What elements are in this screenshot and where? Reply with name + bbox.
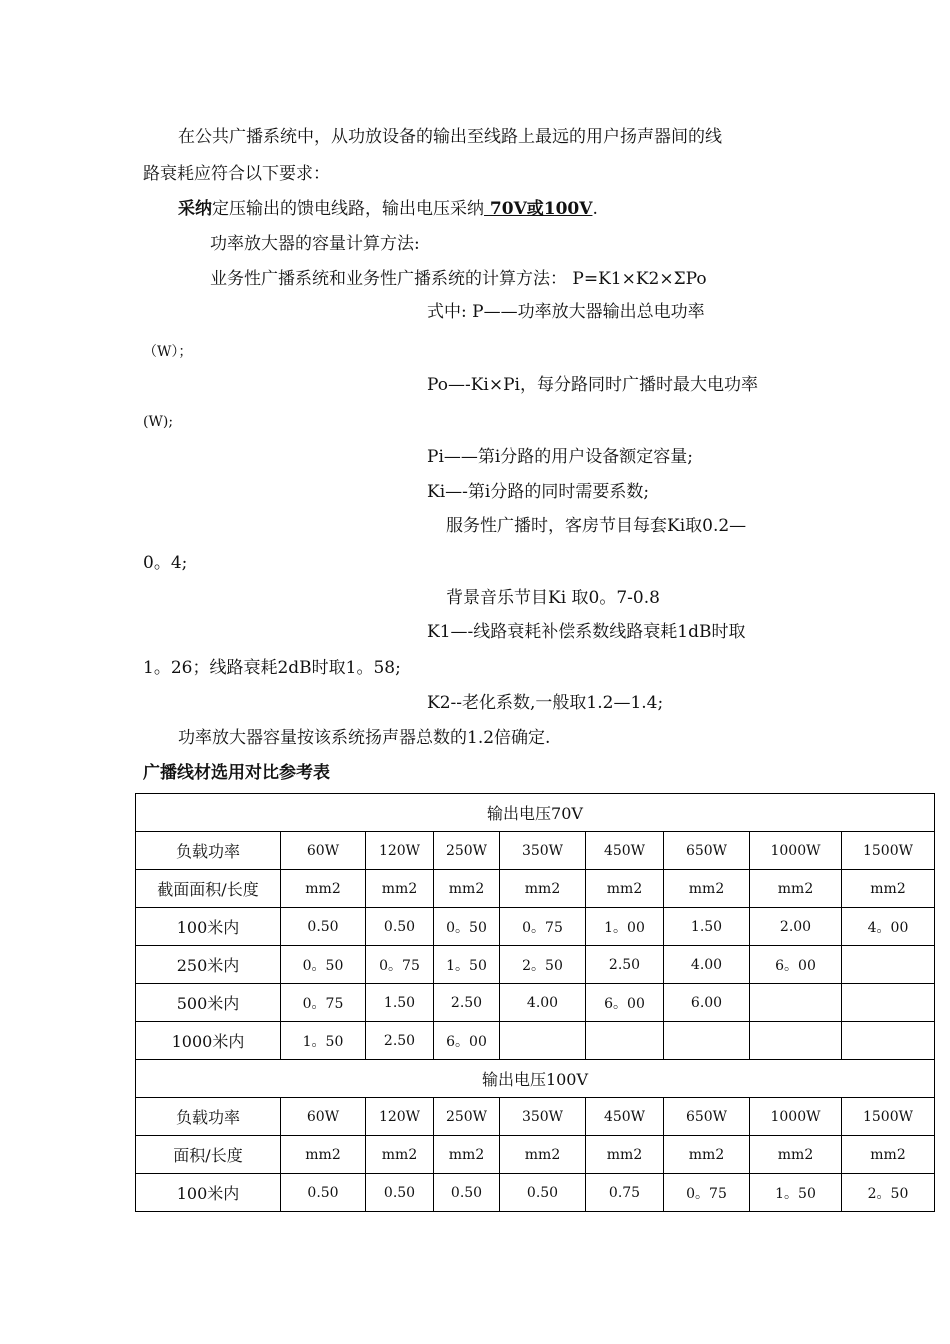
section-header-row	[136, 1060, 935, 1098]
table-row	[136, 908, 935, 946]
formula-line: 背景音乐节目Ki 取0。7-0.8	[446, 588, 660, 608]
table-cell: 1。50	[281, 1022, 366, 1060]
formula-line: (W);	[143, 414, 174, 430]
table-cell: mm2	[500, 870, 586, 908]
paragraph-line: 路衰耗应符合以下要求：	[143, 164, 330, 184]
table-cell: 2.50	[366, 1022, 434, 1060]
paragraph-text: 定压输出的馈电线路，输出电压采纳	[212, 199, 484, 219]
table-row	[136, 1174, 935, 1212]
table-cell: mm2	[366, 1136, 434, 1174]
table-cell: mm2	[842, 1136, 935, 1174]
table-cell	[664, 1022, 750, 1060]
row-label-cell: 100米内	[136, 908, 281, 946]
table-cell: mm2	[750, 870, 842, 908]
table-cell: 0.75	[586, 1174, 664, 1212]
table-cell: 0.50	[281, 1174, 366, 1212]
table-cell: 2。50	[842, 1174, 935, 1212]
table-cell: 450W	[586, 832, 664, 870]
table-cell: 6。00	[434, 1022, 500, 1060]
table-cell: mm2	[842, 870, 935, 908]
table-cell: mm2	[500, 1136, 586, 1174]
table-cell: mm2	[664, 1136, 750, 1174]
formula-line: 1。26；线路衰耗2dB时取1。58;	[143, 658, 401, 678]
table-cell: 0。75	[366, 946, 434, 984]
table-cell: 0.50	[366, 908, 434, 946]
bold-text: 采纳	[178, 199, 212, 219]
table-cell: 350W	[500, 1098, 586, 1136]
table-cell: 1。00	[586, 908, 664, 946]
table-cell: 1500W	[842, 1098, 935, 1136]
underlined-voltage: 70V或100V	[484, 199, 593, 219]
table-cell: 2.50	[434, 984, 500, 1022]
table-cell: 6.00	[664, 984, 750, 1022]
paragraph-line: 在公共广播系统中，从功放设备的输出至线路上最远的用户扬声器间的线	[178, 127, 722, 147]
table-row	[136, 1022, 935, 1060]
row-label-cell: 500米内	[136, 984, 281, 1022]
table-cell: 1000W	[750, 832, 842, 870]
table-cell	[500, 1022, 586, 1060]
table-cell: 1。50	[434, 946, 500, 984]
table-cell: 4。00	[842, 908, 935, 946]
table-cell: 60W	[281, 1098, 366, 1136]
table-cell: 2.50	[586, 946, 664, 984]
paragraph-line: 业务性广播系统和业务性广播系统的计算方法： P=K1×K2×ΣPo	[210, 269, 707, 289]
table-cell: 1000W	[750, 1098, 842, 1136]
row-label-cell: 负载功率	[136, 832, 281, 870]
table-cell: mm2	[434, 1136, 500, 1174]
table-cell: mm2	[586, 870, 664, 908]
row-label-cell: 1000米内	[136, 1022, 281, 1060]
table-cell: mm2	[586, 1136, 664, 1174]
formula-line: K1—-线路衰耗补偿系数线路衰耗1dB时取	[427, 622, 746, 642]
table-cell: 0.50	[366, 1174, 434, 1212]
table-cell: 6。00	[750, 946, 842, 984]
paragraph-text: .	[592, 199, 598, 219]
table-cell: mm2	[750, 1136, 842, 1174]
table-cell	[750, 984, 842, 1022]
table-cell: mm2	[281, 1136, 366, 1174]
table-cell: 1.50	[664, 908, 750, 946]
table-cell: 4.00	[500, 984, 586, 1022]
table-cell	[842, 1022, 935, 1060]
table-row	[136, 1136, 935, 1174]
formula-line: （W）；	[143, 344, 193, 360]
row-label-cell: 截面面积/长度	[136, 870, 281, 908]
table-cell	[842, 946, 935, 984]
table-cell: mm2	[366, 870, 434, 908]
table-cell: mm2	[434, 870, 500, 908]
table-cell: 120W	[366, 832, 434, 870]
table-cell: 250W	[434, 1098, 500, 1136]
formula-line: 0。4;	[143, 553, 188, 573]
table-row	[136, 832, 935, 870]
row-label-cell: 负载功率	[136, 1098, 281, 1136]
table-cell: 1。50	[750, 1174, 842, 1212]
table-cell: 0。75	[281, 984, 366, 1022]
paragraph-line: 功率放大器的容量计算方法:	[210, 234, 420, 254]
table-cell: 450W	[586, 1098, 664, 1136]
table-cell	[750, 1022, 842, 1060]
table-cell: 2。50	[500, 946, 586, 984]
formula-line: Pi——第i分路的用户设备额定容量;	[427, 447, 694, 467]
formula-line: Po—-Ki×Pi，每分路同时广播时最大电功率	[427, 375, 758, 395]
formula-line: Ki—-第i分路的同时需要系数;	[427, 482, 650, 502]
section-header-row	[136, 794, 935, 832]
table-cell: mm2	[664, 870, 750, 908]
paragraph-line: 功率放大器容量按该系统扬声器总数的1.2倍确定.	[178, 728, 551, 748]
formula-line: 服务性广播时，客房节目每套Ki取0.2—	[446, 516, 747, 536]
row-label-cell: 250米内	[136, 946, 281, 984]
table-cell: 650W	[664, 1098, 750, 1136]
table-cell: 0.50	[434, 1174, 500, 1212]
row-label-cell: 100米内	[136, 1174, 281, 1212]
table-cell: 0。50	[434, 908, 500, 946]
table-cell: 0.50	[281, 908, 366, 946]
table-cell: mm2	[281, 870, 366, 908]
table-cell: 6。00	[586, 984, 664, 1022]
table-cell: 0。75	[500, 908, 586, 946]
table-cell: 1500W	[842, 832, 935, 870]
table-row	[136, 870, 935, 908]
formula-line: K2--老化系数,一般取1.2—1.4;	[427, 693, 664, 713]
table-cell: 1.50	[366, 984, 434, 1022]
table-cell: 350W	[500, 832, 586, 870]
wire-selection-table	[135, 793, 935, 1212]
section-header-100v: 输出电压100V	[136, 1060, 935, 1098]
section-header-70v: 输出电压70V	[136, 794, 935, 832]
table-row	[136, 1098, 935, 1136]
table-cell	[842, 984, 935, 1022]
table-cell: 120W	[366, 1098, 434, 1136]
table-cell: 0。50	[281, 946, 366, 984]
row-label-cell: 面积/长度	[136, 1136, 281, 1174]
formula-line: 式中: P——功率放大器输出总电功率	[427, 302, 705, 322]
paragraph-line	[178, 198, 598, 220]
table-cell: 2.00	[750, 908, 842, 946]
table-cell: 0.50	[500, 1174, 586, 1212]
table-cell	[586, 1022, 664, 1060]
table-row	[136, 984, 935, 1022]
table-cell: 250W	[434, 832, 500, 870]
table-cell: 4.00	[664, 946, 750, 984]
table-cell: 650W	[664, 832, 750, 870]
table-cell: 0。75	[664, 1174, 750, 1212]
table-title: 广播线材选用对比参考表	[143, 763, 330, 783]
table-row	[136, 946, 935, 984]
table-cell: 60W	[281, 832, 366, 870]
